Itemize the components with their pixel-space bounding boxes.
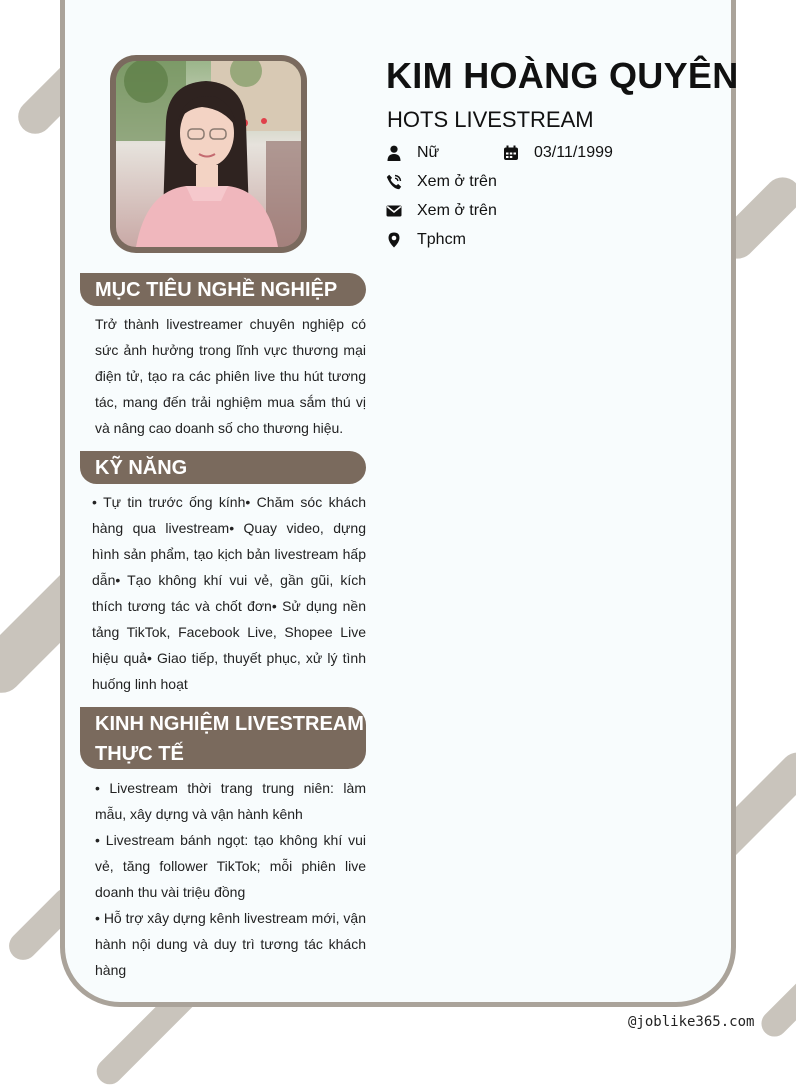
experience-heading-line1: KINH NGHIỆM LIVESTREAM xyxy=(95,713,364,735)
skills-text xyxy=(92,489,366,697)
experience-text xyxy=(95,775,366,983)
address-row xyxy=(386,231,466,249)
phone-icon xyxy=(386,174,402,190)
birthday-row xyxy=(503,144,613,162)
birthday-value: 03/11/1999 xyxy=(534,144,613,161)
skills-heading-text: KỸ NĂNG xyxy=(95,457,188,479)
email-value: Xem ở trên xyxy=(417,202,497,219)
experience-heading-line2: THỰC TẾ xyxy=(95,743,184,765)
candidate-name: KIM HOÀNG QUYÊN xyxy=(386,55,739,96)
envelope-icon xyxy=(386,203,402,219)
gender-row xyxy=(386,144,439,162)
profile-photo-frame xyxy=(110,55,307,253)
gender-value: Nữ xyxy=(417,144,440,161)
map-pin-icon xyxy=(386,232,402,248)
profile-photo xyxy=(116,61,301,247)
objective-paragraph: Trở thành livestreamer chuyên nghiệp có sức ảnh hưởng trong lĩnh vực thương mại điện tử, tạo ra các phiên live thu hút tương tác, mang đến trải nghiệm mua sắm thú vị và nâng cao doanh số cho thương hiệu. xyxy=(95,316,366,436)
address-value: Tphcm xyxy=(417,231,466,248)
phone-row xyxy=(386,173,497,191)
calendar-icon xyxy=(503,145,519,161)
experience-heading xyxy=(80,707,366,769)
experience-item: • Hỗ trợ xây dựng kênh livestream mới, vận hành nội dung và duy trì tương tác khách hàng xyxy=(95,910,366,978)
skills-heading xyxy=(80,451,366,484)
experience-item: • Livestream bánh ngọt: tạo không khí vui vẻ, tăng follower TikTok; mỗi phiên live doanh thu vài triệu đồng xyxy=(95,832,366,900)
objective-heading-text: MỤC TIÊU NGHỀ NGHIỆP xyxy=(95,279,338,301)
email-row xyxy=(386,202,497,220)
person-icon xyxy=(386,145,402,161)
skills-paragraph: • Tự tin trước ống kính• Chăm sóc khách hàng qua livestream• Quay video, dựng hình sản phẩm, tạo kịch bản livestream hấp dẫn• Tạo không khí vui vẻ, gần gũi, kích thích tương tác và chốt đơn• Sử dụng nền tảng TikTok, Facebook Live, Shopee Live hiệu quả• Giao tiếp, thuyết phục, xử lý tình huống linh hoạt xyxy=(92,494,366,692)
objective-text xyxy=(95,311,366,441)
phone-value: Xem ở trên xyxy=(417,173,497,190)
experience-item: • Livestream thời trang trung niên: làm mẫu, xây dựng và vận hành kênh xyxy=(95,780,366,822)
watermark-text: @joblike365.com xyxy=(628,1014,755,1030)
portrait-illustration xyxy=(116,61,301,247)
decor-stripe xyxy=(756,974,796,1042)
objective-heading xyxy=(80,273,366,306)
candidate-role: HOTS LIVESTREAM xyxy=(387,107,594,132)
